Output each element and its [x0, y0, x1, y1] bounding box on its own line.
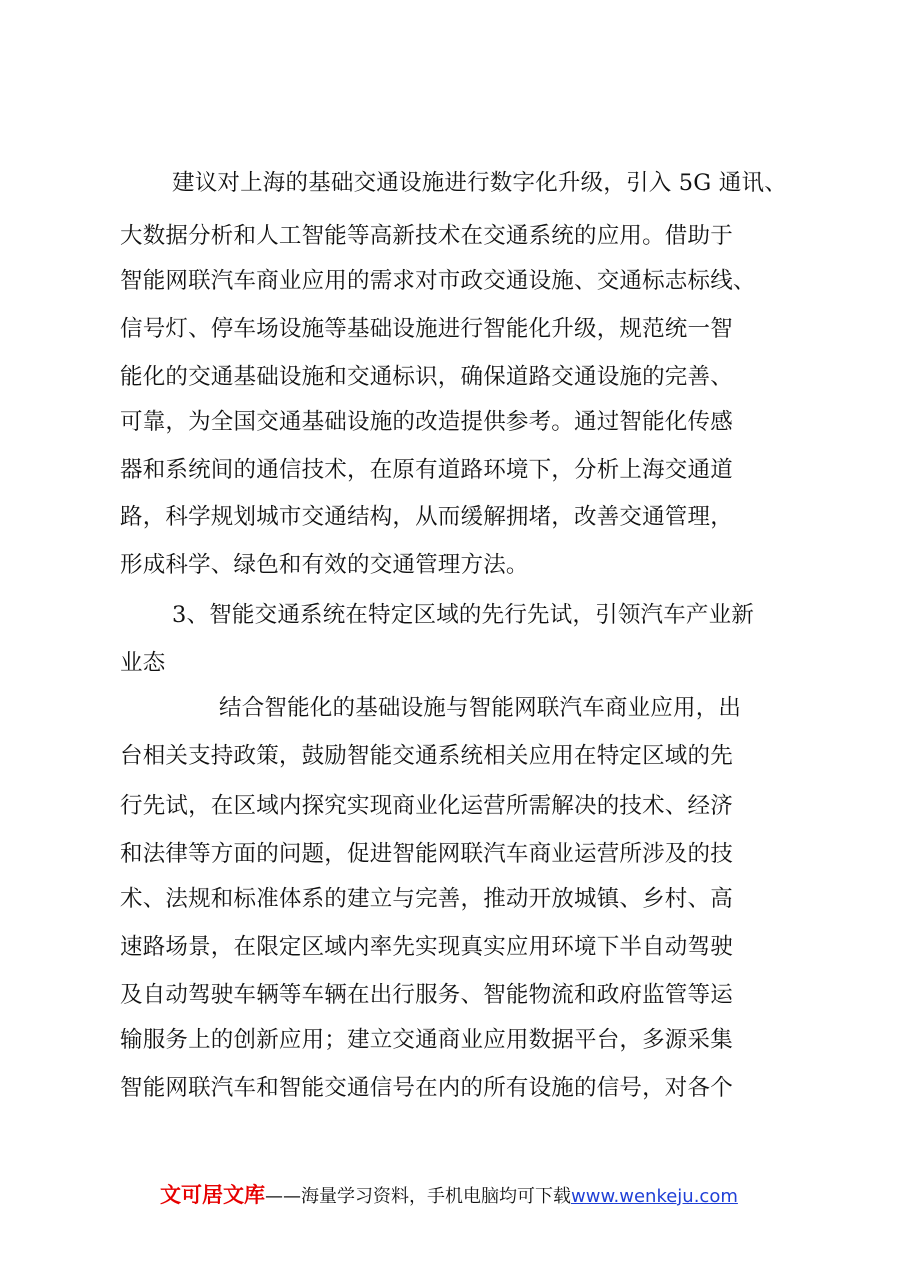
body-line-11: 台相关支持政策，鼓励智能交通系统相关应用在特定区域的先	[120, 743, 733, 769]
body-line-13: 和法律等方面的问题，促进智能网联汽车商业运营所涉及的技	[120, 841, 733, 867]
body-line-9: 形成科学、绿色和有效的交通管理方法。	[120, 552, 529, 578]
body-line-4: 信号灯、停车场设施等基础设施进行智能化升级，规范统一智	[120, 316, 733, 342]
body-line-15: 速路场景，在限定区域内率先实现真实应用环境下半自动驾驶	[120, 934, 733, 960]
section-heading-line-2: 业态	[120, 650, 166, 676]
body-line-7: 器和系统间的通信技术，在原有道路环境下，分析上海交通道	[120, 457, 733, 483]
footer-tagline: ——海量学习资料，手机电脑均可下载	[265, 1186, 571, 1207]
section-heading-line-1: 3、智能交通系统在特定区域的先行先试，引领汽车产业新	[172, 602, 755, 628]
body-line-14: 术、法规和标准体系的建立与完善，推动开放城镇、乡村、高	[120, 886, 733, 912]
body-line-5: 能化的交通基础设施和交通标识，确保道路交通设施的完善、	[120, 364, 733, 390]
body-line-6: 可靠，为全国交通基础设施的改造提供参考。通过智能化传感	[120, 409, 733, 435]
body-line-1: 建议对上海的基础交通设施进行数字化升级，引入 5G 通讯、	[172, 170, 787, 196]
body-line-3: 智能网联汽车商业应用的需求对市政交通设施、交通标志标线、	[120, 268, 756, 294]
footer-brand: 文可居文库	[160, 1183, 265, 1207]
body-line-16: 及自动驾驶车辆等车辆在出行服务、智能物流和政府监管等运	[120, 982, 733, 1008]
footer-watermark	[160, 1182, 738, 1210]
body-line-17: 输服务上的创新应用；建立交通商业应用数据平台，多源采集	[120, 1027, 733, 1053]
body-line-18: 智能网联汽车和智能交通信号在内的所有设施的信号，对各个	[120, 1075, 733, 1101]
body-line-12: 行先试，在区域内探究实现商业化运营所需解决的技术、经济	[120, 793, 733, 819]
body-line-8: 路，科学规划城市交通结构，从而缓解拥堵，改善交通管理，	[120, 504, 733, 530]
footer-website-link[interactable]: www.wenkeju.com	[571, 1186, 738, 1207]
body-line-2: 大数据分析和人工智能等高新技术在交通系统的应用。借助于	[120, 223, 733, 249]
body-line-10: 结合智能化的基础设施与智能网联汽车商业应用，出	[219, 695, 742, 721]
